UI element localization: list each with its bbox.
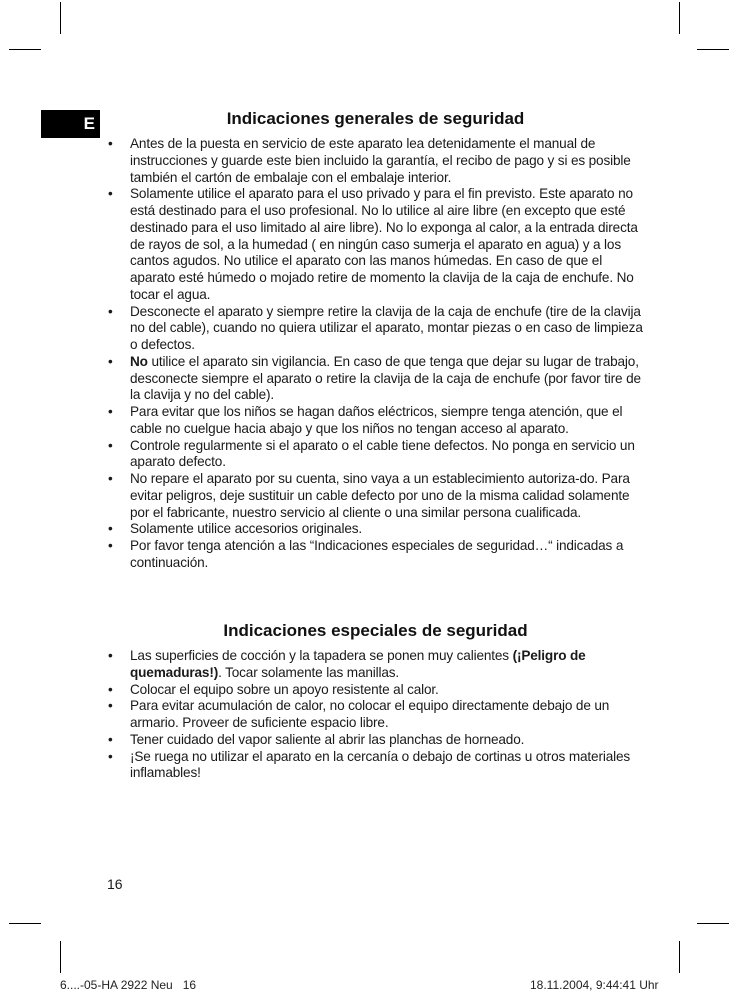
crop-mark: [60, 941, 61, 973]
special-safety-title: Indicaciones especiales de seguridad: [223, 621, 528, 640]
list-item: • Solamente utilice el aparato para el uso privado y para el fin previsto. Este aparato no está destinado para el uso profesional. No lo utilice al aire libre (en excepto que esté destinado para el uso limitado al aire libre). No lo exponga al calor, a la entrada directa de rayos de sol, a la humedad ( en ningún caso sumerja el aparato en agua) y a los cantos agudos. No utilice el aparato con las manos húmedas. En caso de que el aparato esté húmedo o mojado retire de momento la clavija de la caja de enchufe. No tocar el agua.: [108, 186, 643, 303]
list-item: • Colocar el equipo sobre un apoyo resistente al calor.: [108, 682, 643, 699]
list-item: • Controle regularmente si el aparato o el cable tiene defectos. No ponga en servicio un aparato defecto.: [108, 438, 643, 472]
crop-mark: [9, 49, 41, 50]
general-safety-section: [108, 109, 643, 572]
general-safety-list: [108, 136, 643, 572]
crop-mark: [679, 941, 680, 973]
list-item: • Tener cuidado del vapor saliente al abrir las planchas de horneado.: [108, 732, 643, 749]
list-item: • No repare el aparato por su cuenta, sino vaya a un establecimiento autoriza-do. Para evitar peligros, deje sustituir un cable defecto por uno de la misma calidad solamente por el fabricante, nuestro servicio al cliente o una similar persona cualificada.: [108, 471, 643, 521]
crop-mark: [697, 49, 729, 50]
list-item: • Para evitar que los niños se hagan daños eléctricos, siempre tenga atención, que el cable no cuelgue hacia abajo y que los niños no tengan acceso al aparato.: [108, 404, 643, 438]
crop-mark: [697, 923, 729, 924]
footer-left: 6....-05-HA 2922 Neu 16: [60, 978, 197, 992]
language-tab: E: [41, 110, 100, 138]
list-item: • Antes de la puesta en servicio de este aparato lea detenidamente el manual de instrucciones y guarde este bien incluido la garantía, el recibo de pago y si es posible también el cartón de embalaje con el embalaje interior.: [108, 136, 643, 186]
footer-right: 18.11.2004, 9:44:41 Uhr: [530, 978, 659, 992]
crop-mark: [60, 2, 61, 34]
list-item: • Solamente utilice accesorios originales.: [108, 521, 643, 538]
page-number: 16: [107, 876, 123, 892]
crop-mark: [679, 2, 680, 34]
special-safety-section: [108, 621, 643, 782]
list-item: • Desconecte el aparato y siempre retire la clavija de la caja de enchufe (tire de la clavija no del cable), cuando no quiera utilizar el aparato, montar piezas o en caso de limpieza o defectos.: [108, 304, 643, 354]
special-safety-list: [108, 648, 643, 782]
crop-mark: [9, 923, 41, 924]
list-item: • ¡Se ruega no utilizar el aparato en la cercanía o debajo de cortinas u otros materiales inflamables!: [108, 749, 643, 783]
list-item: • Las superficies de cocción y la tapadera se ponen muy calientes (¡Peligro de quemaduras!). Tocar solamente las manillas.: [108, 648, 643, 682]
list-item: • Para evitar acumulación de calor, no colocar el equipo directamente debajo de un armario. Proveer de suficiente espacio libre.: [108, 698, 643, 732]
list-item: • Por favor tenga atención a las “Indicaciones especiales de seguridad…“ indicadas a continuación.: [108, 538, 643, 572]
list-item: • No utilice el aparato sin vigilancia. En caso de que tenga que dejar su lugar de trabajo, desconecte siempre el aparato o retire la clavija de la caja de enchufe (por favor tire de la clavija y no del cable).: [108, 354, 643, 404]
general-safety-title: Indicaciones generales de seguridad: [226, 109, 525, 128]
